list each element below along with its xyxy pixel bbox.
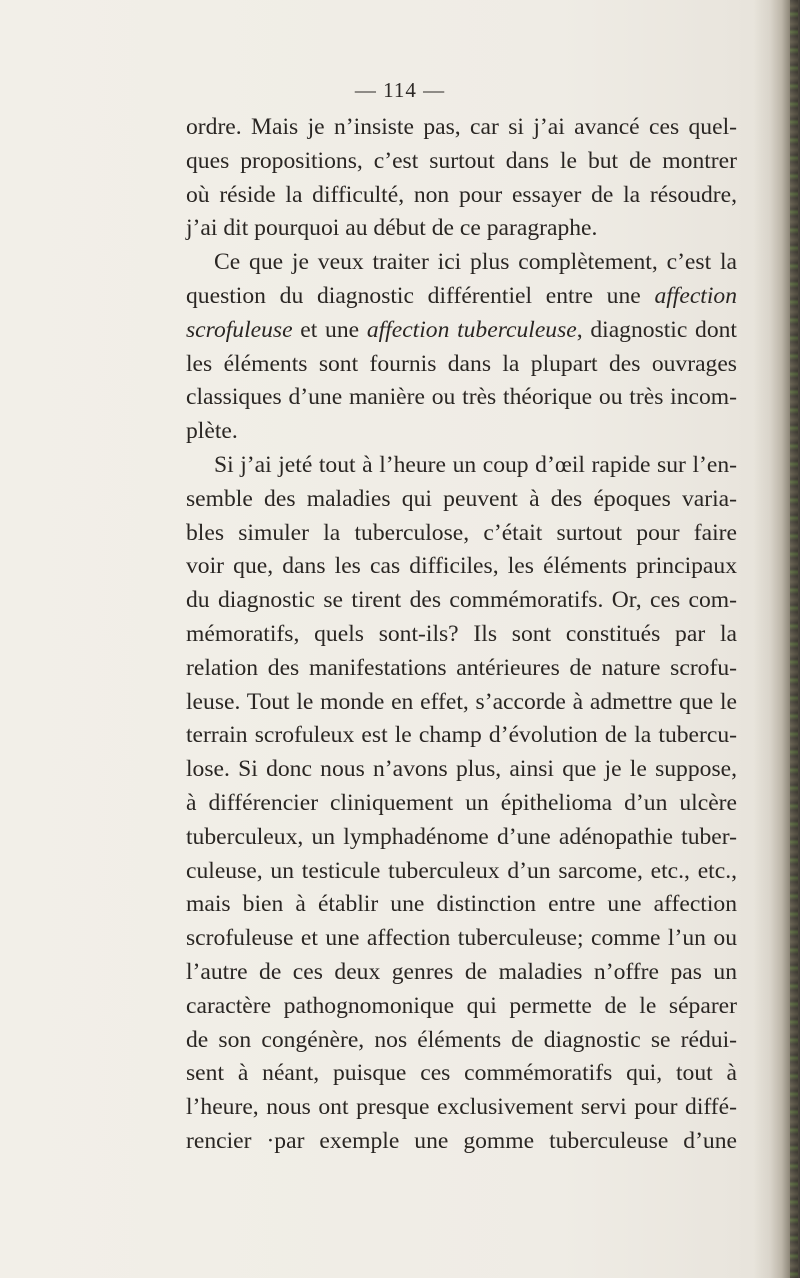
italic-term: scrofuleuse: [186, 316, 293, 343]
text-line: tuberculeux, un lymphadénome d’une adénopathie tuber-: [186, 823, 737, 850]
text-line: à différencier cliniquement un épithelioma d’un ulcère: [186, 789, 737, 816]
text-line: terrain scrofuleux est le champ d’évolution de la tubercu-: [186, 722, 737, 749]
text-line: du diagnostic se tirent des commémoratifs. Or, ces com-: [186, 587, 737, 614]
text-line: caractère pathognomonique qui permette de le séparer: [186, 992, 737, 1019]
italic-term: affection: [654, 282, 737, 309]
text-line: les éléments sont fournis dans la plupart des ouvrages: [186, 350, 737, 377]
text-line: plète.: [186, 418, 238, 445]
text-line: classiques d’une manière ou très théorique ou très incom-: [186, 384, 737, 411]
text-segment: , diagnostic dont: [576, 316, 737, 343]
text-line: relation des manifestations antérieures de nature scrofu-: [186, 654, 737, 681]
text-line: leuse. Tout le monde en effet, s’accorde à admettre que le: [186, 688, 737, 715]
text-line: Ce que je veux traiter ici plus complètement, c’est la: [214, 249, 737, 276]
text-segment: question du diagnostic différentiel entre une: [186, 282, 655, 309]
text-line: bles simuler la tuberculose, c’était surtout pour faire: [186, 519, 737, 546]
italic-term: affection tuberculeuse: [366, 316, 577, 343]
binding-edge: [790, 0, 798, 1278]
text-line: scrofuleuse et une affection tuberculeuse; comme l’un ou: [186, 925, 737, 952]
text-line: semble des maladies qui peuvent à des époques varia-: [186, 485, 737, 512]
text-line: culeuse, un testicule tuberculeux d’un sarcome, etc., etc.,: [186, 857, 737, 884]
text-line: Si j’ai jeté tout à l’heure un coup d’œil rapide sur l’en-: [214, 451, 737, 478]
text-line: ques propositions, c’est surtout dans le but de montrer: [186, 147, 737, 174]
text-line: ordre. Mais je n’insiste pas, car si j’ai avancé ces quel-: [186, 114, 737, 140]
text-line: voir que, dans les cas difficiles, les éléments principaux: [186, 553, 737, 580]
text-line: l’autre de ces deux genres de maladies n’offre pas un: [186, 958, 737, 985]
text-line: mémoratifs, quels sont-ils? Ils sont constitués par la: [186, 620, 737, 647]
text-line: où réside la difficulté, non pour essayer de la résoudre,: [186, 181, 737, 208]
text-line: lose. Si donc nous n’avons plus, ainsi que je le suppose,: [186, 756, 737, 783]
page-number: — 114 —: [354, 78, 446, 102]
body-text: [186, 111, 737, 1159]
text-line-with-italic: [186, 314, 737, 348]
text-line: mais bien à établir une distinction entre une affection: [186, 891, 737, 918]
text-segment: et une: [292, 316, 367, 343]
text-line: sent à néant, puisque ces commémoratifs qui, tout à: [186, 1060, 737, 1087]
text-line-with-italic: [186, 280, 737, 314]
text-line: l’heure, nous ont presque exclusivement servi pour diffé-: [186, 1094, 737, 1121]
text-line: rencier ·par exemple une gomme tuberculeuse d’une: [186, 1127, 737, 1154]
text-line: j’ai dit pourquoi au début de ce paragraphe.: [186, 215, 598, 242]
text-line: de son congénère, nos éléments de diagnostic se rédui-: [186, 1026, 737, 1053]
